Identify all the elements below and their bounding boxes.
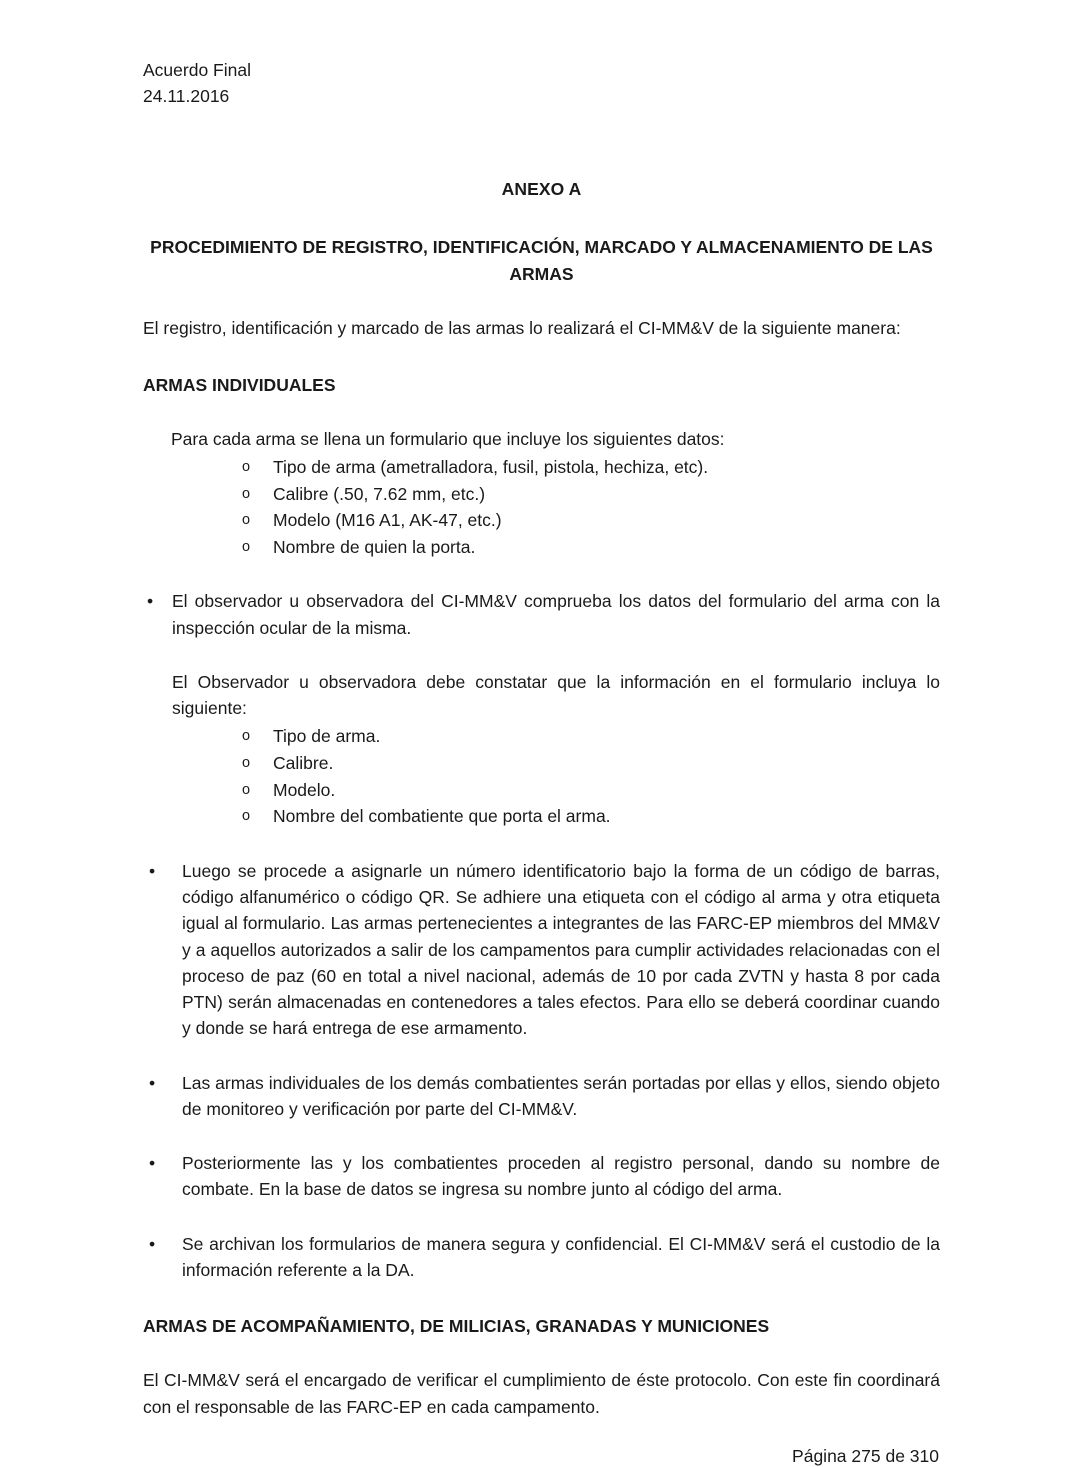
bullet-item-text: El observador u observadora del CI-MM&V comprueba los datos del formulario del arma con la inspección ocular de la misma. xyxy=(172,591,940,638)
list-item-label: Tipo de arma (ametralladora, fusil, pistola, hechiza, etc). xyxy=(273,457,709,478)
bullet-item xyxy=(143,1070,940,1123)
bullet-dot-icon: • xyxy=(149,1072,156,1093)
list-item xyxy=(143,723,940,750)
annex-label: ANEXO A xyxy=(501,179,582,200)
list-item xyxy=(143,750,940,777)
bullet-dot-icon: • xyxy=(147,591,154,612)
circle-bullet-icon: o xyxy=(242,485,251,502)
page-title xyxy=(143,234,940,287)
bullet-item xyxy=(143,1231,940,1284)
circle-bullet-icon: o xyxy=(242,808,251,825)
bullet-item-text: Se archivan los formularios de manera segura y confidencial. El CI-MM&V será el custodio de la información referente a la DA. xyxy=(182,1233,940,1280)
list-item xyxy=(143,777,940,804)
running-header xyxy=(143,58,940,109)
list-item-label: Tipo de arma. xyxy=(273,726,381,747)
list-lead-in: Para cada arma se llena un formulario que incluye los siguientes datos: xyxy=(171,428,725,449)
circle-bullet-icon: o xyxy=(242,728,251,745)
page-title-text: PROCEDIMIENTO DE REGISTRO, IDENTIFICACIÓN, MARCADO Y ALMACENAMIENTO DE LAS ARMAS xyxy=(150,237,933,284)
circle-bullet-icon: o xyxy=(242,781,251,798)
bullet-dot-icon: • xyxy=(149,860,156,881)
bullet-item xyxy=(143,858,940,1042)
closing-paragraph: El CI-MM&V será el encargado de verificar el cumplimiento de éste protocolo. Con este fin coordinará con el responsable de las FARC-EP en cada campamento. xyxy=(143,1370,940,1417)
bullet-dot-icon: • xyxy=(149,1153,156,1174)
intro-paragraph: El registro, identificación y marcado de las armas lo realizará el CI-MM&V de la siguiente manera: xyxy=(143,318,901,339)
header-document-date: 24.11.2016 xyxy=(143,85,230,106)
section-heading-armas-acompanamiento: ARMAS DE ACOMPAÑAMIENTO, DE MILICIAS, GRANADAS Y MUNICIONES xyxy=(143,1316,770,1337)
circle-bullet-icon: o xyxy=(242,538,251,555)
bullet-item xyxy=(143,1150,940,1203)
bullet-item xyxy=(143,588,940,641)
bullet-item-text: Posteriormente las y los combatientes proceden al registro personal, dando su nombre de combate. En la base de datos se ingresa su nombre junto al código del arma. xyxy=(182,1153,940,1200)
list-item xyxy=(143,803,940,830)
list-item-label: Nombre del combatiente que porta el arma. xyxy=(273,806,611,827)
list-item-label: Calibre (.50, 7.62 mm, etc.) xyxy=(273,483,486,504)
section-heading-armas-individuales: ARMAS INDIVIDUALES xyxy=(143,374,336,395)
bullet-dot-icon: • xyxy=(149,1233,156,1254)
sub-list-datos-formulario xyxy=(143,454,940,560)
list-item-label: Modelo (M16 A1, AK-47, etc.) xyxy=(273,510,502,531)
list-item xyxy=(143,534,940,561)
list-item xyxy=(143,481,940,508)
list-item xyxy=(143,454,940,481)
observer-checklist-paragraph: El Observador u observadora debe constatar que la información en el formulario incluya lo siguiente: xyxy=(172,671,940,719)
sub-list-verificacion-formulario xyxy=(143,723,940,829)
bullet-item-text: Las armas individuales de los demás combatientes serán portadas por ellas y ellos, siendo objeto de monitoreo y verificación por parte del CI-MM&V. xyxy=(182,1072,940,1119)
circle-bullet-icon: o xyxy=(242,755,251,771)
list-item-label: Calibre. xyxy=(273,753,334,773)
bullet-item-text: Luego se procede a asignarle un número identificatorio bajo la forma de un código de barras, código alfanumérico o código QR. Se adhiere una etiqueta con el código al arma y otra etiqueta igual al formulario. Las armas pertenecientes a integrantes de las FARC-EP miembros del MM&V y a aquellos autorizados a salir de los campamentos para cumplir actividades relacionadas con el proceso de paz (60 en total a nivel nacional, además de 10 por cada ZVTN y hasta 8 por cada PTN) serán almacenadas en contenedores a tales efectos. Para ello se deberá coordinar cuando y donde se hará entrega de ese armamento. xyxy=(182,860,940,1039)
page-number-footer: Página 275 de 310 xyxy=(792,1445,939,1466)
circle-bullet-icon: o xyxy=(242,459,251,476)
bullet-list-armas-individuales xyxy=(143,588,940,1283)
list-item xyxy=(143,507,940,534)
list-item-label: Nombre de quien la porta. xyxy=(273,536,476,557)
list-item-label: Modelo. xyxy=(273,779,336,800)
circle-bullet-icon: o xyxy=(242,512,251,529)
header-document-name: Acuerdo Final xyxy=(143,60,251,80)
